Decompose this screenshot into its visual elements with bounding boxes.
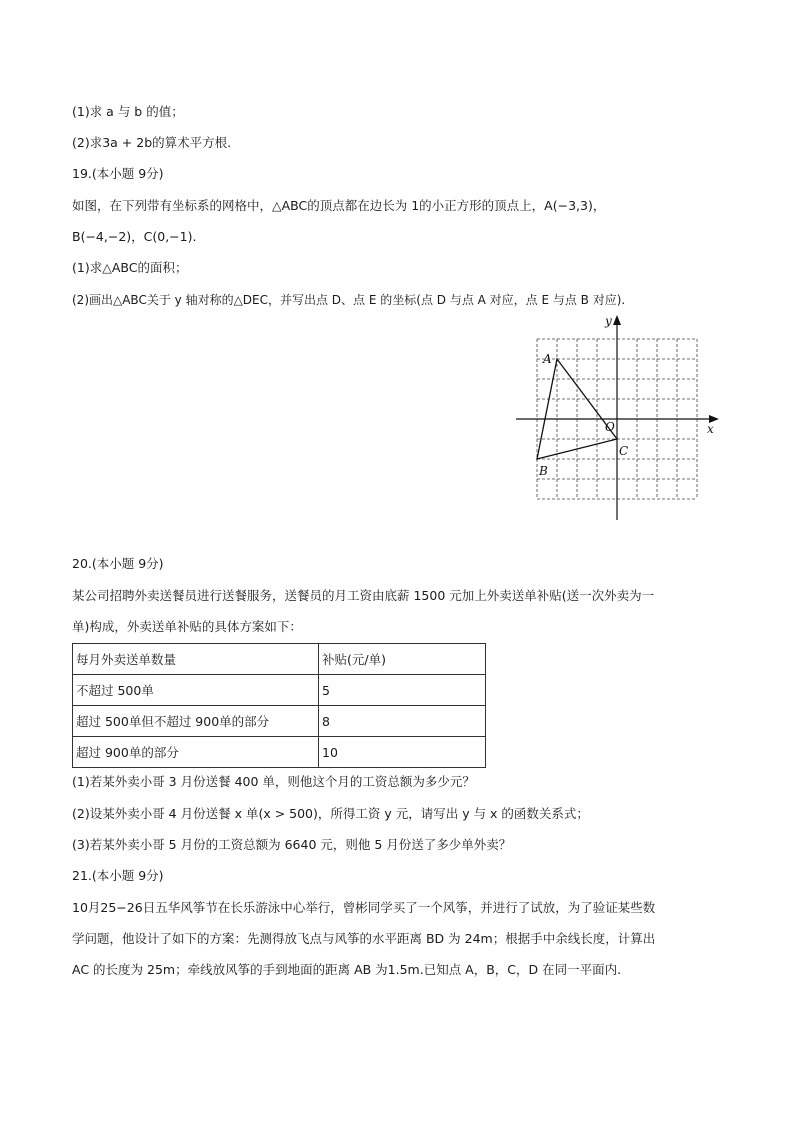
- q21-stem-line2: 学问题，他设计了如下的方案：先测得放飞点与风筝的水平距离 BD 为 24m；根据手中余线长度，计算出: [72, 931, 656, 946]
- coordinate-grid-figure: [514, 312, 724, 524]
- point-label-b: B: [539, 464, 548, 478]
- table-header-cell: 补贴(元/单): [319, 644, 486, 675]
- table-header-row: [73, 644, 486, 675]
- point-label-c: C: [619, 444, 629, 458]
- q21-heading: 21.(本小题 9分): [72, 868, 164, 883]
- q19-stem-line1: 如图，在下列带有坐标系的网格中，△ABC的顶点都在边长为 1的小正方形的顶点上，A(−3,3)，: [72, 198, 606, 213]
- table-header-cell: 每月外卖送单数量: [73, 644, 319, 675]
- q20-part2: (2)设某外卖小哥 4 月份送餐 x 单(x > 500)，所得工资 y 元，请写出 y 与 x 的函数关系式；: [72, 806, 589, 821]
- q20-stem-line1: 某公司招聘外卖送餐员进行送餐服务，送餐员的月工资由底薪 1500 元加上外卖送单补贴(送一次外卖为一: [72, 588, 655, 603]
- subsidy-table: [72, 643, 486, 768]
- table-row: [73, 737, 486, 768]
- q20-part1: (1)若某外卖小哥 3 月份送餐 400 单，则他这个月的工资总额为多少元？: [72, 774, 475, 789]
- q19-stem-line2: B(−4,−2)，C(0,−1).: [72, 229, 197, 244]
- q19-part2: (2)画出△ABC关于 y 轴对称的△DEC，并写出点 D、点 E 的坐标(点 D 与点 A 对应，点 E 与点 B 对应).: [72, 293, 626, 307]
- q21-stem-line1: 10月25−26日五华风筝节在长乐游泳中心举行，曾彬同学买了一个风筝，并进行了试放，为了验证某些数: [72, 900, 656, 915]
- table-row: [73, 675, 486, 706]
- table-cell: 超过 500单但不超过 900单的部分: [73, 706, 319, 737]
- table-cell: 超过 900单的部分: [73, 737, 319, 768]
- y-axis-arrow: [613, 315, 621, 325]
- q18-part1: (1)求 a 与 b 的值；: [72, 104, 184, 119]
- q18-part2: (2)求3a + 2b的算术平方根.: [72, 135, 232, 150]
- point-label-a: A: [543, 352, 552, 366]
- q20-part3: (3)若某外卖小哥 5 月份的工资总额为 6640 元，则他 5 月份送了多少单外卖？: [72, 837, 512, 852]
- table-cell: 5: [319, 675, 486, 706]
- q19-heading: 19.(本小题 9分): [72, 166, 164, 181]
- q20-stem-line2: 单)构成，外卖送单补贴的具体方案如下：: [72, 619, 302, 634]
- table-row: [73, 706, 486, 737]
- q21-stem-line3: AC 的长度为 25m；牵线放风筝的手到地面的距离 AB 为1.5m.已知点 A，B，C，D 在同一平面内.: [72, 962, 622, 977]
- table-cell: 不超过 500单: [73, 675, 319, 706]
- table-cell: 10: [319, 737, 486, 768]
- origin-label: O: [605, 420, 615, 434]
- q20-heading: 20.(本小题 9分): [72, 556, 164, 571]
- table-cell: 8: [319, 706, 486, 737]
- q19-part1: (1)求△ABC的面积；: [72, 260, 188, 275]
- x-axis-label: x: [707, 422, 714, 436]
- y-axis-label: y: [605, 314, 612, 328]
